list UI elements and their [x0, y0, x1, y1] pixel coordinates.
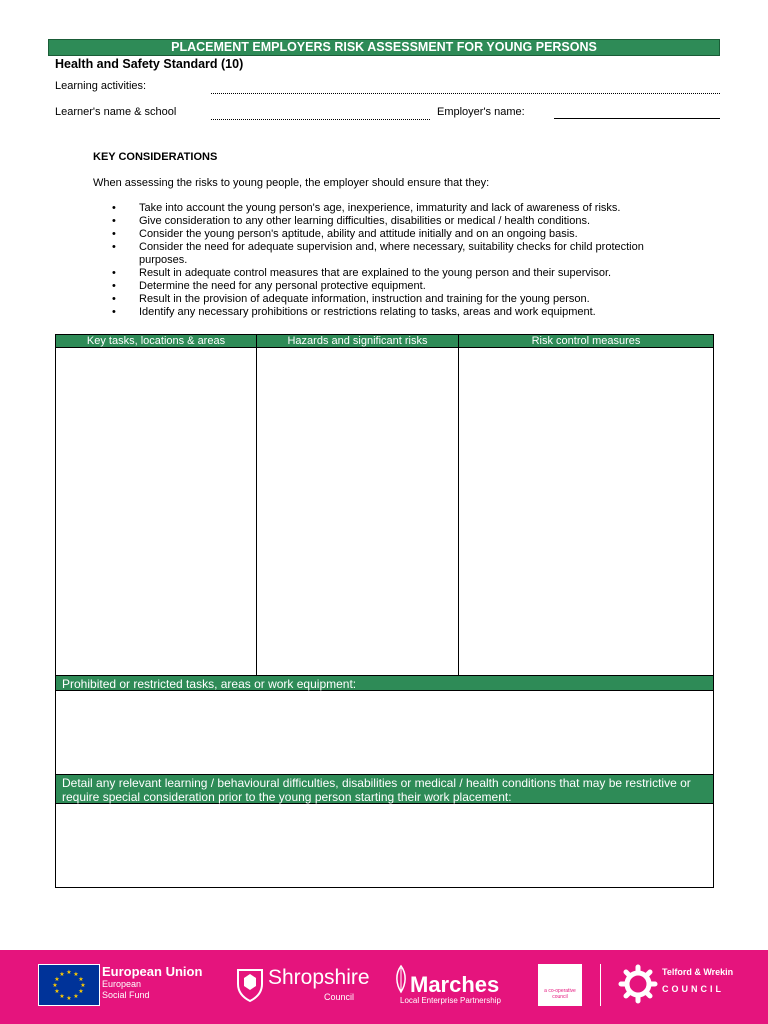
svg-text:★: ★: [66, 995, 72, 1002]
svg-text:★: ★: [52, 982, 58, 989]
shropshire-council-logo: [236, 966, 368, 1008]
list-item: [112, 280, 692, 293]
column-header-risk-control: Risk control measures: [459, 335, 713, 348]
prohibited-tasks-heading: Prohibited or restricted tasks, areas or work equipment:: [56, 675, 713, 691]
marches-leaf-icon: [392, 964, 410, 994]
eu-flag-icon: [38, 964, 100, 1006]
telford-snowflake-icon: [618, 964, 658, 1004]
bullet-icon: •: [112, 241, 116, 253]
list-item-text: Result in adequate control measures that are explained to the young person and their supervisor.: [139, 267, 612, 279]
list-item: [112, 215, 692, 228]
employer-name-field[interactable]: [554, 118, 720, 119]
special-considerations-heading: Detail any relevant learning / behavioural difficulties, disabilities or medical / health conditions that may be restrictive or require special consideration prior to the young person starting their work placement:: [56, 774, 713, 804]
list-item-text: Consider the need for adequate supervision and, where necessary, suitability checks for child protection purposes.: [139, 241, 644, 266]
column-header-hazards: Hazards and significant risks: [257, 335, 458, 348]
eu-line-2: Social Fund: [102, 990, 150, 1000]
list-item-text: Determine the need for any personal protective equipment.: [139, 280, 426, 292]
learning-activities-field[interactable]: [211, 93, 720, 94]
eu-title: European Union: [102, 964, 203, 979]
svg-text:★: ★: [54, 988, 60, 995]
svg-text:★: ★: [59, 993, 65, 1000]
list-item-text: Result in the provision of adequate information, instruction and training for the young person.: [139, 293, 590, 305]
key-tasks-cell[interactable]: [56, 348, 256, 675]
eu-line-1: European: [102, 979, 142, 989]
special-considerations-area[interactable]: [56, 804, 713, 887]
list-item: [112, 267, 692, 280]
risk-assessment-table: [55, 334, 714, 888]
hazards-cell[interactable]: [257, 348, 458, 675]
list-item-text: Consider the young person's aptitude, ability and attitude initially and on an ongoing basis.: [139, 228, 578, 240]
bullet-icon: •: [112, 280, 116, 292]
column-header-key-tasks: Key tasks, locations & areas: [56, 335, 256, 348]
key-considerations-intro: When assessing the risks to young people, the employer should ensure that they:: [93, 177, 490, 189]
risk-control-cell[interactable]: [459, 348, 713, 675]
shropshire-sub: Council: [324, 992, 355, 1002]
marches-sub: Local Enterprise Partnership: [400, 996, 501, 1005]
learner-name-field[interactable]: [211, 119, 430, 120]
svg-text:★: ★: [73, 993, 79, 1000]
key-considerations-heading: KEY CONSIDERATIONS: [93, 151, 218, 163]
bullet-icon: •: [112, 202, 116, 214]
svg-text:★: ★: [78, 988, 84, 995]
prohibited-tasks-area[interactable]: [56, 691, 713, 774]
document-title: PLACEMENT EMPLOYERS RISK ASSESSMENT FOR YOUNG PERSONS: [48, 39, 720, 56]
bullet-icon: •: [112, 293, 116, 305]
list-item-text: Give consideration to any other learning difficulties, disabilities or medical / health conditions.: [139, 215, 591, 227]
list-item: [112, 293, 692, 306]
svg-text:★: ★: [78, 976, 84, 983]
employer-name-label: Employer's name:: [437, 106, 525, 118]
bullet-icon: •: [112, 228, 116, 240]
list-item: [112, 306, 692, 319]
shropshire-name: Shropshire: [268, 966, 370, 989]
list-item: [112, 241, 692, 267]
document-subtitle: Health and Safety Standard (10): [55, 57, 244, 71]
shropshire-crest-icon: [236, 968, 264, 1002]
telford-wrekin-logo: [618, 962, 738, 1006]
learner-name-label: Learner's name & school: [55, 106, 177, 118]
list-item-text: Take into account the young person's age, inexperience, immaturity and lack of awareness of risks.: [139, 202, 621, 214]
eu-logo-text: [102, 964, 202, 1001]
marches-name: Marches: [410, 972, 500, 997]
learning-activities-label: Learning activities:: [55, 80, 147, 92]
svg-text:★: ★: [73, 971, 79, 978]
list-item-text: Identify any necessary prohibitions or restrictions relating to tasks, areas and work equipment.: [139, 306, 596, 318]
telford-sub: COUNCIL: [662, 984, 724, 994]
list-item: [112, 202, 692, 215]
bullet-icon: •: [112, 215, 116, 227]
svg-text:★: ★: [54, 976, 60, 983]
bullet-icon: •: [112, 267, 116, 279]
footer-divider: [600, 964, 601, 1006]
svg-text:★: ★: [66, 969, 72, 976]
marches-lep-logo: [392, 962, 516, 1012]
bullet-icon: •: [112, 306, 116, 318]
telford-name: Telford & Wrekin: [662, 967, 734, 977]
coop-text: a co-operative council: [544, 988, 576, 1000]
svg-text:★: ★: [59, 971, 65, 978]
list-item: [112, 228, 692, 241]
key-considerations-list: [112, 202, 692, 319]
footer-logo-bar: [0, 950, 768, 1024]
svg-text:★: ★: [80, 982, 86, 989]
cooperative-council-logo: [538, 964, 582, 1006]
